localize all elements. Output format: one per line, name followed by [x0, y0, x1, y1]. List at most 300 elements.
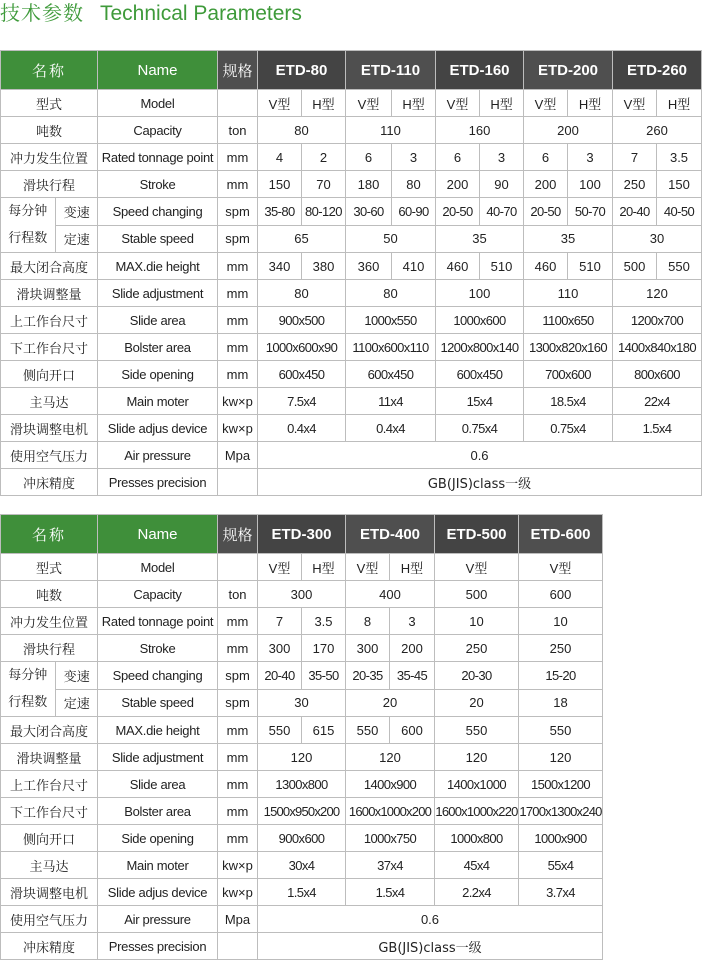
param-unit: mm: [218, 334, 258, 361]
cell-value: 0.4x4: [258, 415, 346, 442]
title-en: Technical Parameters: [100, 2, 302, 25]
cell-value: 2.2x4: [435, 879, 519, 906]
cell-value: 1000x550: [346, 307, 436, 334]
header-unit: 规格: [218, 515, 258, 554]
param-zh: 冲力发生位置: [1, 608, 98, 635]
model-type-v: V型: [346, 554, 390, 581]
cell-value: 20-40: [613, 198, 657, 226]
model-type-h: H型: [390, 554, 435, 581]
param-zh: 上工作台尺寸: [1, 307, 98, 334]
model-type-h: H型: [302, 554, 346, 581]
param-unit: mm: [218, 771, 258, 798]
param-en: MAX.die height: [98, 717, 218, 744]
cell-value: 150: [258, 171, 302, 198]
cell-value: 550: [435, 717, 519, 744]
param-en: Model: [98, 554, 218, 581]
cell-value: 200: [390, 635, 435, 662]
cell-value: 30: [613, 225, 702, 253]
param-en: Main moter: [98, 852, 218, 879]
param-unit: kw×p: [218, 388, 258, 415]
param-zh: 滑块调整电机: [1, 415, 98, 442]
param-unit: mm: [218, 717, 258, 744]
cell-value: 1500x950x200: [258, 798, 346, 825]
cell-value: 200: [524, 117, 613, 144]
table-row: [1, 906, 603, 933]
cell-value: 500: [435, 581, 519, 608]
param-zh: 侧向开口: [1, 825, 98, 852]
param-en: Rated tonnage point: [98, 144, 218, 171]
speed-group-cell: [1, 198, 98, 253]
cell-value: 7: [258, 608, 302, 635]
cell-value: 3.7x4: [519, 879, 603, 906]
cell-value: 20-50: [436, 198, 480, 226]
table-row: [1, 879, 603, 906]
cell-value: 1100x650: [524, 307, 613, 334]
table-row: [1, 581, 603, 608]
header-name-zh: 名称: [1, 515, 98, 554]
cell-value: GB(JIS)class一级: [258, 933, 603, 960]
model-type-v: V型: [435, 554, 519, 581]
table-row: [1, 798, 603, 825]
cell-value: 110: [524, 280, 613, 307]
param-zh: 滑块调整电机: [1, 879, 98, 906]
param-en: Slide adjustment: [98, 744, 218, 771]
cell-value: 18: [519, 689, 603, 717]
cell-value: 20: [435, 689, 519, 717]
param-en: Presses precision: [98, 469, 218, 496]
model-type-v: V型: [346, 90, 392, 117]
param-unit: mm: [218, 635, 258, 662]
param-zh: 上工作台尺寸: [1, 771, 98, 798]
cell-value: 180: [346, 171, 392, 198]
cell-value: 90: [480, 171, 524, 198]
table-row: [1, 171, 702, 198]
param-zh: 使用空气压力: [1, 442, 98, 469]
param-unit: mm: [218, 608, 258, 635]
cell-value: 11x4: [346, 388, 436, 415]
cell-value: 300: [258, 581, 346, 608]
table-row: [1, 117, 702, 144]
param-en: Bolster area: [98, 798, 218, 825]
model-type-v: V型: [436, 90, 480, 117]
table-row: [1, 635, 603, 662]
cell-value: 7.5x4: [258, 388, 346, 415]
table-row: [1, 280, 702, 307]
cell-value: 20-40: [258, 662, 302, 690]
cell-value: 1700x1300x240: [519, 798, 603, 825]
param-unit: Mpa: [218, 906, 258, 933]
model-type-h: H型: [480, 90, 524, 117]
param-unit: [218, 469, 258, 496]
param-en: Side opening: [98, 361, 218, 388]
cell-value: 100: [436, 280, 524, 307]
cell-value: 40-70: [480, 198, 524, 226]
cell-value: 900x500: [258, 307, 346, 334]
table-row: [1, 388, 702, 415]
cell-value: 18.5x4: [524, 388, 613, 415]
cell-value: 1000x600x90: [258, 334, 346, 361]
cell-value: 15-20: [519, 662, 603, 690]
speed-changing-zh: 变速: [55, 662, 98, 689]
speed-group-label: 每分钟 行程数: [1, 662, 55, 716]
param-unit: kw×p: [218, 879, 258, 906]
cell-value: 20-35: [346, 662, 390, 690]
model-header: ETD-300: [258, 515, 346, 554]
model-type-v: V型: [524, 90, 568, 117]
cell-value: 40-50: [657, 198, 702, 226]
cell-value: 500: [613, 253, 657, 280]
param-en: MAX.die height: [98, 253, 218, 280]
cell-value: 2: [302, 144, 346, 171]
cell-value: 0.75x4: [436, 415, 524, 442]
cell-value: 50-70: [568, 198, 613, 226]
param-en: Presses precision: [98, 933, 218, 960]
cell-value: 410: [392, 253, 436, 280]
cell-value: 80: [258, 280, 346, 307]
cell-value: 37x4: [346, 852, 435, 879]
cell-value: 900x600: [258, 825, 346, 852]
param-unit: spm: [218, 689, 258, 717]
cell-value: 550: [258, 717, 302, 744]
param-unit: [218, 554, 258, 581]
param-zh: 下工作台尺寸: [1, 334, 98, 361]
param-unit: mm: [218, 307, 258, 334]
param-zh: 型式: [1, 554, 98, 581]
param-zh: 滑块调整量: [1, 280, 98, 307]
cell-value: 250: [435, 635, 519, 662]
cell-value: 1000x800: [435, 825, 519, 852]
cell-value: 6: [524, 144, 568, 171]
cell-value: 1600x1000x200: [346, 798, 435, 825]
model-header: ETD-600: [519, 515, 603, 554]
cell-value: 1200x800x140: [436, 334, 524, 361]
table-row: [1, 415, 702, 442]
param-en: Slide adjus device: [98, 879, 218, 906]
cell-value: 460: [436, 253, 480, 280]
model-header: ETD-110: [346, 51, 436, 90]
param-zh: 吨数: [1, 581, 98, 608]
table-row: [1, 825, 603, 852]
header-name-en: Name: [98, 515, 218, 554]
cell-value: 20-50: [524, 198, 568, 226]
cell-value: 550: [657, 253, 702, 280]
header-unit: 规格: [218, 51, 258, 90]
cell-value: 55x4: [519, 852, 603, 879]
model-header: ETD-400: [346, 515, 435, 554]
cell-value: 0.6: [258, 906, 603, 933]
model-type-h: H型: [302, 90, 346, 117]
stable-speed-zh: 定速: [63, 697, 90, 713]
cell-value: GB(JIS)class一级: [258, 469, 702, 496]
cell-value: 60-90: [392, 198, 436, 226]
cell-value: 1400x900: [346, 771, 435, 798]
cell-value: 4: [258, 144, 302, 171]
param-unit: kw×p: [218, 415, 258, 442]
table-row: [1, 90, 702, 117]
cell-value: 3: [390, 608, 435, 635]
cell-value: 120: [519, 744, 603, 771]
cell-value: 250: [613, 171, 657, 198]
param-zh: 滑块行程: [1, 171, 98, 198]
cell-value: 260: [613, 117, 702, 144]
cell-value: 400: [346, 581, 435, 608]
cell-value: 600x450: [258, 361, 346, 388]
param-en: Slide adjus device: [98, 415, 218, 442]
stable-speed-zh: 定速: [63, 233, 90, 249]
cell-value: 30x4: [258, 852, 346, 879]
table-row: [1, 933, 603, 960]
table-row: [1, 361, 702, 388]
cell-value: 0.6: [258, 442, 702, 469]
table-row: [1, 662, 603, 690]
cell-value: 6: [346, 144, 392, 171]
param-zh: 主马达: [1, 388, 98, 415]
param-zh: 最大闭合高度: [1, 253, 98, 280]
cell-value: 510: [568, 253, 613, 280]
param-unit: spm: [218, 662, 258, 690]
param-unit: mm: [218, 280, 258, 307]
param-unit: Mpa: [218, 442, 258, 469]
param-unit: spm: [218, 225, 258, 253]
param-zh: 型式: [1, 90, 98, 117]
cell-value: 35-45: [390, 662, 435, 690]
param-en: Slide area: [98, 771, 218, 798]
table-row: [1, 144, 702, 171]
cell-value: 615: [302, 717, 346, 744]
cell-value: 600x450: [346, 361, 436, 388]
cell-value: 10: [435, 608, 519, 635]
cell-value: 22x4: [613, 388, 702, 415]
cell-value: 30-60: [346, 198, 392, 226]
param-en: Stable speed: [98, 689, 218, 717]
param-zh: 使用空气压力: [1, 906, 98, 933]
cell-value: 45x4: [435, 852, 519, 879]
cell-value: 200: [524, 171, 568, 198]
param-zh: 吨数: [1, 117, 98, 144]
model-header: ETD-260: [613, 51, 702, 90]
table-row: [1, 771, 603, 798]
param-en: Slide area: [98, 307, 218, 334]
cell-value: 0.75x4: [524, 415, 613, 442]
param-unit: mm: [218, 744, 258, 771]
param-unit: kw×p: [218, 852, 258, 879]
cell-value: 10: [519, 608, 603, 635]
cell-value: 160: [436, 117, 524, 144]
cell-value: 1300x800: [258, 771, 346, 798]
param-en: Air pressure: [98, 442, 218, 469]
param-en: Side opening: [98, 825, 218, 852]
table-row: [1, 225, 702, 253]
cell-value: 1.5x4: [258, 879, 346, 906]
param-en: Speed changing: [98, 662, 218, 690]
cell-value: 70: [302, 171, 346, 198]
cell-value: 360: [346, 253, 392, 280]
model-type-h: H型: [657, 90, 702, 117]
speed-group-label: 每分钟 行程数: [1, 198, 55, 252]
param-unit: mm: [218, 361, 258, 388]
cell-value: 3: [480, 144, 524, 171]
param-zh: 侧向开口: [1, 361, 98, 388]
param-zh: 最大闭合高度: [1, 717, 98, 744]
param-zh: 主马达: [1, 852, 98, 879]
cell-value: 150: [657, 171, 702, 198]
cell-value: 600: [519, 581, 603, 608]
table-row: [1, 307, 702, 334]
param-zh: 冲床精度: [1, 469, 98, 496]
cell-value: 1000x750: [346, 825, 435, 852]
cell-value: 3.5: [302, 608, 346, 635]
cell-value: 550: [346, 717, 390, 744]
spec-table-2: [0, 514, 603, 960]
speed-group-cell: [1, 662, 98, 717]
cell-value: 700x600: [524, 361, 613, 388]
cell-value: 35-80: [258, 198, 302, 226]
cell-value: 8: [346, 608, 390, 635]
cell-value: 3: [568, 144, 613, 171]
cell-value: 200: [436, 171, 480, 198]
cell-value: 110: [346, 117, 436, 144]
model-header: ETD-160: [436, 51, 524, 90]
cell-value: 300: [346, 635, 390, 662]
param-zh: 冲力发生位置: [1, 144, 98, 171]
param-en: Slide adjustment: [98, 280, 218, 307]
param-zh: 滑块行程: [1, 635, 98, 662]
cell-value: 35-50: [302, 662, 346, 690]
param-zh: 滑块调整量: [1, 744, 98, 771]
model-header: ETD-200: [524, 51, 613, 90]
model-header: ETD-500: [435, 515, 519, 554]
cell-value: 250: [519, 635, 603, 662]
cell-value: 1000x900: [519, 825, 603, 852]
table-row: [1, 442, 702, 469]
spec-table-1: [0, 50, 702, 496]
param-unit: [218, 933, 258, 960]
table-row: [1, 852, 603, 879]
cell-value: 340: [258, 253, 302, 280]
cell-value: 1000x600: [436, 307, 524, 334]
cell-value: 20: [346, 689, 435, 717]
cell-value: 80: [346, 280, 436, 307]
cell-value: 3: [392, 144, 436, 171]
header-row: [1, 51, 702, 90]
cell-value: 35: [524, 225, 613, 253]
cell-value: 6: [436, 144, 480, 171]
cell-value: 800x600: [613, 361, 702, 388]
table-row: [1, 198, 702, 226]
cell-value: 120: [258, 744, 346, 771]
param-unit: mm: [218, 144, 258, 171]
cell-value: 600: [390, 717, 435, 744]
model-type-v: V型: [613, 90, 657, 117]
cell-value: 1400x840x180: [613, 334, 702, 361]
cell-value: 80: [258, 117, 346, 144]
param-en: Stable speed: [98, 225, 218, 253]
model-type-v: V型: [258, 554, 302, 581]
cell-value: 300: [258, 635, 302, 662]
model-type-h: H型: [392, 90, 436, 117]
cell-value: 1500x1200: [519, 771, 603, 798]
cell-value: 80: [392, 171, 436, 198]
param-en: Bolster area: [98, 334, 218, 361]
param-en: Speed changing: [98, 198, 218, 226]
param-en: Rated tonnage point: [98, 608, 218, 635]
param-zh: 冲床精度: [1, 933, 98, 960]
param-unit: ton: [218, 117, 258, 144]
param-unit: mm: [218, 798, 258, 825]
param-en: Stroke: [98, 171, 218, 198]
param-unit: mm: [218, 171, 258, 198]
speed-changing-zh: 变速: [55, 198, 98, 225]
title-zh: 技术参数: [0, 1, 84, 25]
table-row: [1, 744, 603, 771]
cell-value: 1.5x4: [613, 415, 702, 442]
cell-value: 1.5x4: [346, 879, 435, 906]
cell-value: 1600x1000x220: [435, 798, 519, 825]
cell-value: 15x4: [436, 388, 524, 415]
cell-value: 3.5: [657, 144, 702, 171]
param-en: Capacity: [98, 117, 218, 144]
table-row: [1, 334, 702, 361]
cell-value: 1200x700: [613, 307, 702, 334]
cell-value: 120: [346, 744, 435, 771]
cell-value: 7: [613, 144, 657, 171]
cell-value: 380: [302, 253, 346, 280]
table-row: [1, 608, 603, 635]
table-row: [1, 469, 702, 496]
cell-value: 65: [258, 225, 346, 253]
param-en: Capacity: [98, 581, 218, 608]
header-name-zh: 名称: [1, 51, 98, 90]
param-unit: [218, 90, 258, 117]
table-row: [1, 554, 603, 581]
cell-value: 1300x820x160: [524, 334, 613, 361]
cell-value: 30: [258, 689, 346, 717]
table-row: [1, 253, 702, 280]
param-en: Air pressure: [98, 906, 218, 933]
param-unit: mm: [218, 253, 258, 280]
cell-value: 80-120: [302, 198, 346, 226]
model-type-h: H型: [568, 90, 613, 117]
param-en: Model: [98, 90, 218, 117]
cell-value: 50: [346, 225, 436, 253]
cell-value: 170: [302, 635, 346, 662]
cell-value: 120: [435, 744, 519, 771]
cell-value: 20-30: [435, 662, 519, 690]
header-row: [1, 515, 603, 554]
param-en: Main moter: [98, 388, 218, 415]
cell-value: 1100x600x110: [346, 334, 436, 361]
param-unit: spm: [218, 198, 258, 226]
cell-value: 1400x1000: [435, 771, 519, 798]
cell-value: 550: [519, 717, 603, 744]
cell-value: 600x450: [436, 361, 524, 388]
cell-value: 35: [436, 225, 524, 253]
param-zh: 下工作台尺寸: [1, 798, 98, 825]
model-type-v: V型: [258, 90, 302, 117]
cell-value: 100: [568, 171, 613, 198]
cell-value: 460: [524, 253, 568, 280]
cell-value: 0.4x4: [346, 415, 436, 442]
param-en: Stroke: [98, 635, 218, 662]
page-title: [0, 0, 705, 30]
model-type-v: V型: [519, 554, 603, 581]
cell-value: 120: [613, 280, 702, 307]
param-unit: mm: [218, 825, 258, 852]
cell-value: 510: [480, 253, 524, 280]
model-header: ETD-80: [258, 51, 346, 90]
header-name-en: Name: [98, 51, 218, 90]
table-row: [1, 717, 603, 744]
